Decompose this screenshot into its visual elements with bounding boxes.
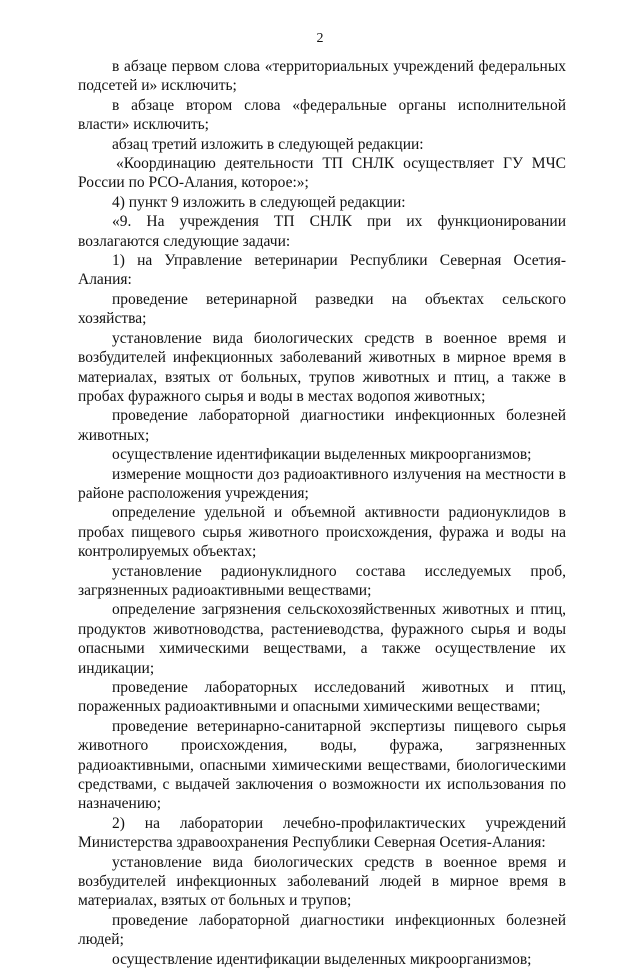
paragraph-third-intro: абзац третий изложить в следующей редакции: xyxy=(112,135,424,153)
list-item: осуществление идентификации выделенных микроорганизмов; xyxy=(112,446,532,464)
paragraph-strike-federal-organs: в абзаце втором слова «федеральные органы исполнительной власти» исключить; xyxy=(78,96,566,134)
page-number: 2 xyxy=(316,31,324,46)
list-item: установление вида биологических средств в военное время и возбудителей инфекционных заболеваний животных в мирное время в материалах, взятых от больных, трупов животных и птиц, а также в пробах фуражного сырья и воды в местах водопоя животных; xyxy=(78,329,566,405)
list-item: проведение ветеринарно-санитарной экспертизы пищевого сырья животного происхождения, воды, фуража, загрязненных радиоактивными, опасными химическими веществами, биологическими средствами, с выдачей заключения о возможности их использования по назначению; xyxy=(78,717,566,813)
document-body xyxy=(78,57,566,969)
list-item: проведение ветеринарной разведки на объектах сельского хозяйства; xyxy=(78,290,566,328)
list-item: определение удельной и объемной активности радионуклидов в пробах пищевого сырья животного происхождения, фуража и воды на контролируемых объектах; xyxy=(78,504,566,561)
list-item: установление радионуклидного состава исследуемых проб, загрязненных радиоактивными веществами; xyxy=(78,562,566,599)
paragraph-vet-department: 1) на Управление ветеринарии Республики Северная Осетия-Алания: xyxy=(78,252,566,289)
paragraph-strike-territorial: в абзаце первом слова «территориальных учреждений федеральных подсетей и» исключить; xyxy=(78,58,566,95)
list-item: проведение лабораторной диагностики инфекционных болезней животных; xyxy=(78,407,566,444)
list-item: проведение лабораторных исследований животных и птиц, пораженных радиоактивными и опасными химическими веществами; xyxy=(78,679,566,716)
list-item: установление вида биологических средств в военное время и возбудителей инфекционных заболеваний людей в мирное время в материалах, взятых от больных и трупов; xyxy=(78,853,566,910)
list-item: проведение лабораторной диагностики инфекционных болезней людей; xyxy=(78,911,566,949)
paragraph-tasks-intro: «9. На учреждения ТП СНЛК при их функционировании возлагаются следующие задачи: xyxy=(78,213,566,250)
paragraph-health-labs: 2) на лаборатории лечебно-профилактических учреждений Министерства здравоохранения Республики Северная Осетия-Алания: xyxy=(78,814,566,852)
paragraph-coordination-quote: «Координацию деятельности ТП СНЛК осуществляет ГУ МЧС России по РСО-Алания, которое:»; xyxy=(78,155,566,192)
paragraph-item-9-intro: 4) пункт 9 изложить в следующей редакции: xyxy=(112,193,406,211)
list-item: измерение мощности доз радиоактивного излучения на местности в районе расположения учреждения; xyxy=(78,465,566,502)
list-item: определение загрязнения сельскохозяйственных животных и птиц, продуктов животноводства, растениеводства, фуражного сырья и воды опасными химическими веществами, а также осуществление их индикации; xyxy=(78,601,566,677)
list-item: осуществление идентификации выделенных микроорганизмов; xyxy=(112,950,532,968)
